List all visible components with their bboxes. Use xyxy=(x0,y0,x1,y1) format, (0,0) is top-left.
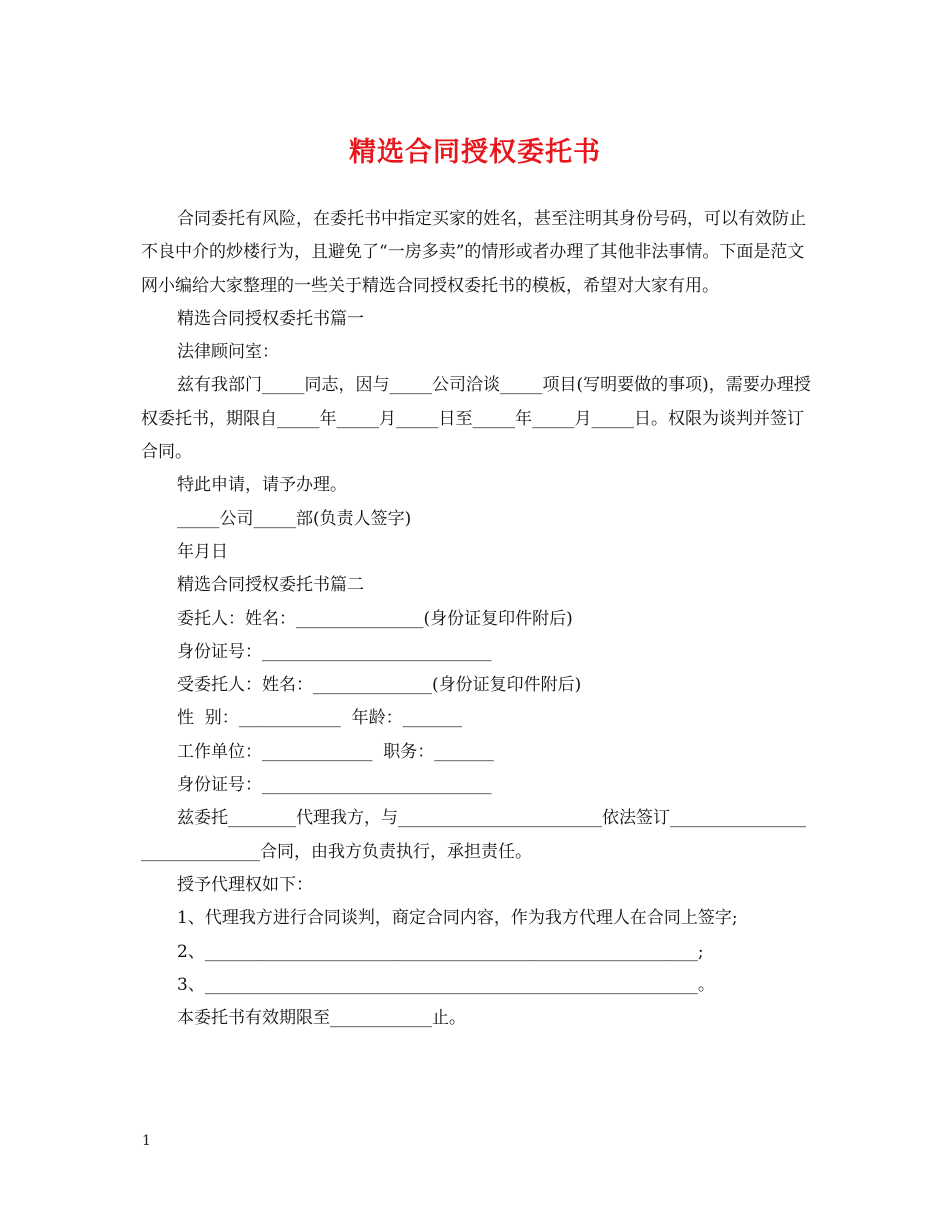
principal-line: 委托人：姓名：_______________(身份证复印件附后) xyxy=(177,608,573,629)
section1-date: 年月日 xyxy=(177,541,228,562)
gender-age-line: 性 别：____________ 年龄：_______ xyxy=(177,708,463,729)
entrust-paragraph: 兹委托________代理我方，与________________________依法签订______________________________合同，由我方负责执行，承担责任。 xyxy=(141,808,806,862)
power-item-2: 2、__________________________________________________________; xyxy=(177,941,704,962)
power-item-1: 1、代理我方进行合同谈判，商定合同内容，作为我方代理人在合同上签字; xyxy=(177,908,738,929)
intro-paragraph: 合同委托有风险，在委托书中指定买家的姓名，甚至注明其身份号码，可以有效防止不良中介的炒楼行为，且避免了“一房多卖”的情形或者办理了其他非法事情。下面是范文网小编给大家整理的一些关于精选合同授权委托书的模板，希望对大家有用。 xyxy=(141,209,806,296)
page-number: 1 xyxy=(142,1133,151,1149)
section1-request: 特此申请，请予办理。 xyxy=(177,475,347,496)
power-item-3: 3、__________________________________________________________。 xyxy=(177,974,715,995)
powers-heading: 授予代理权如下： xyxy=(177,874,313,895)
agent-line: 受委托人：姓名：______________(身份证复印件附后) xyxy=(177,675,582,696)
section2-heading: 精选合同授权委托书篇二 xyxy=(177,575,364,596)
agent-id-line: 身份证号：___________________________ xyxy=(177,775,492,796)
document-title: 精选合同授权委托书 xyxy=(349,137,601,168)
section1-signature: _____公司_____部(负责人签字) xyxy=(177,508,412,529)
validity-line: 本委托书有效期限至____________止。 xyxy=(177,1008,466,1029)
section1-addressee: 法律顾问室： xyxy=(177,342,279,363)
document-body xyxy=(141,203,813,1035)
section1-body: 兹有我部门_____同志，因与_____公司洽谈_____项目(写明要做的事项)，需要办理授权委托书，期限自_____年_____月_____日至_____年_____月_____日。权限为谈判并签订合同。 xyxy=(141,375,811,463)
section1-heading: 精选合同授权委托书篇一 xyxy=(177,308,364,329)
work-position-line: 工作单位：_____________ 职务：_______ xyxy=(177,741,494,762)
principal-id-line: 身份证号：___________________________ xyxy=(177,641,492,662)
